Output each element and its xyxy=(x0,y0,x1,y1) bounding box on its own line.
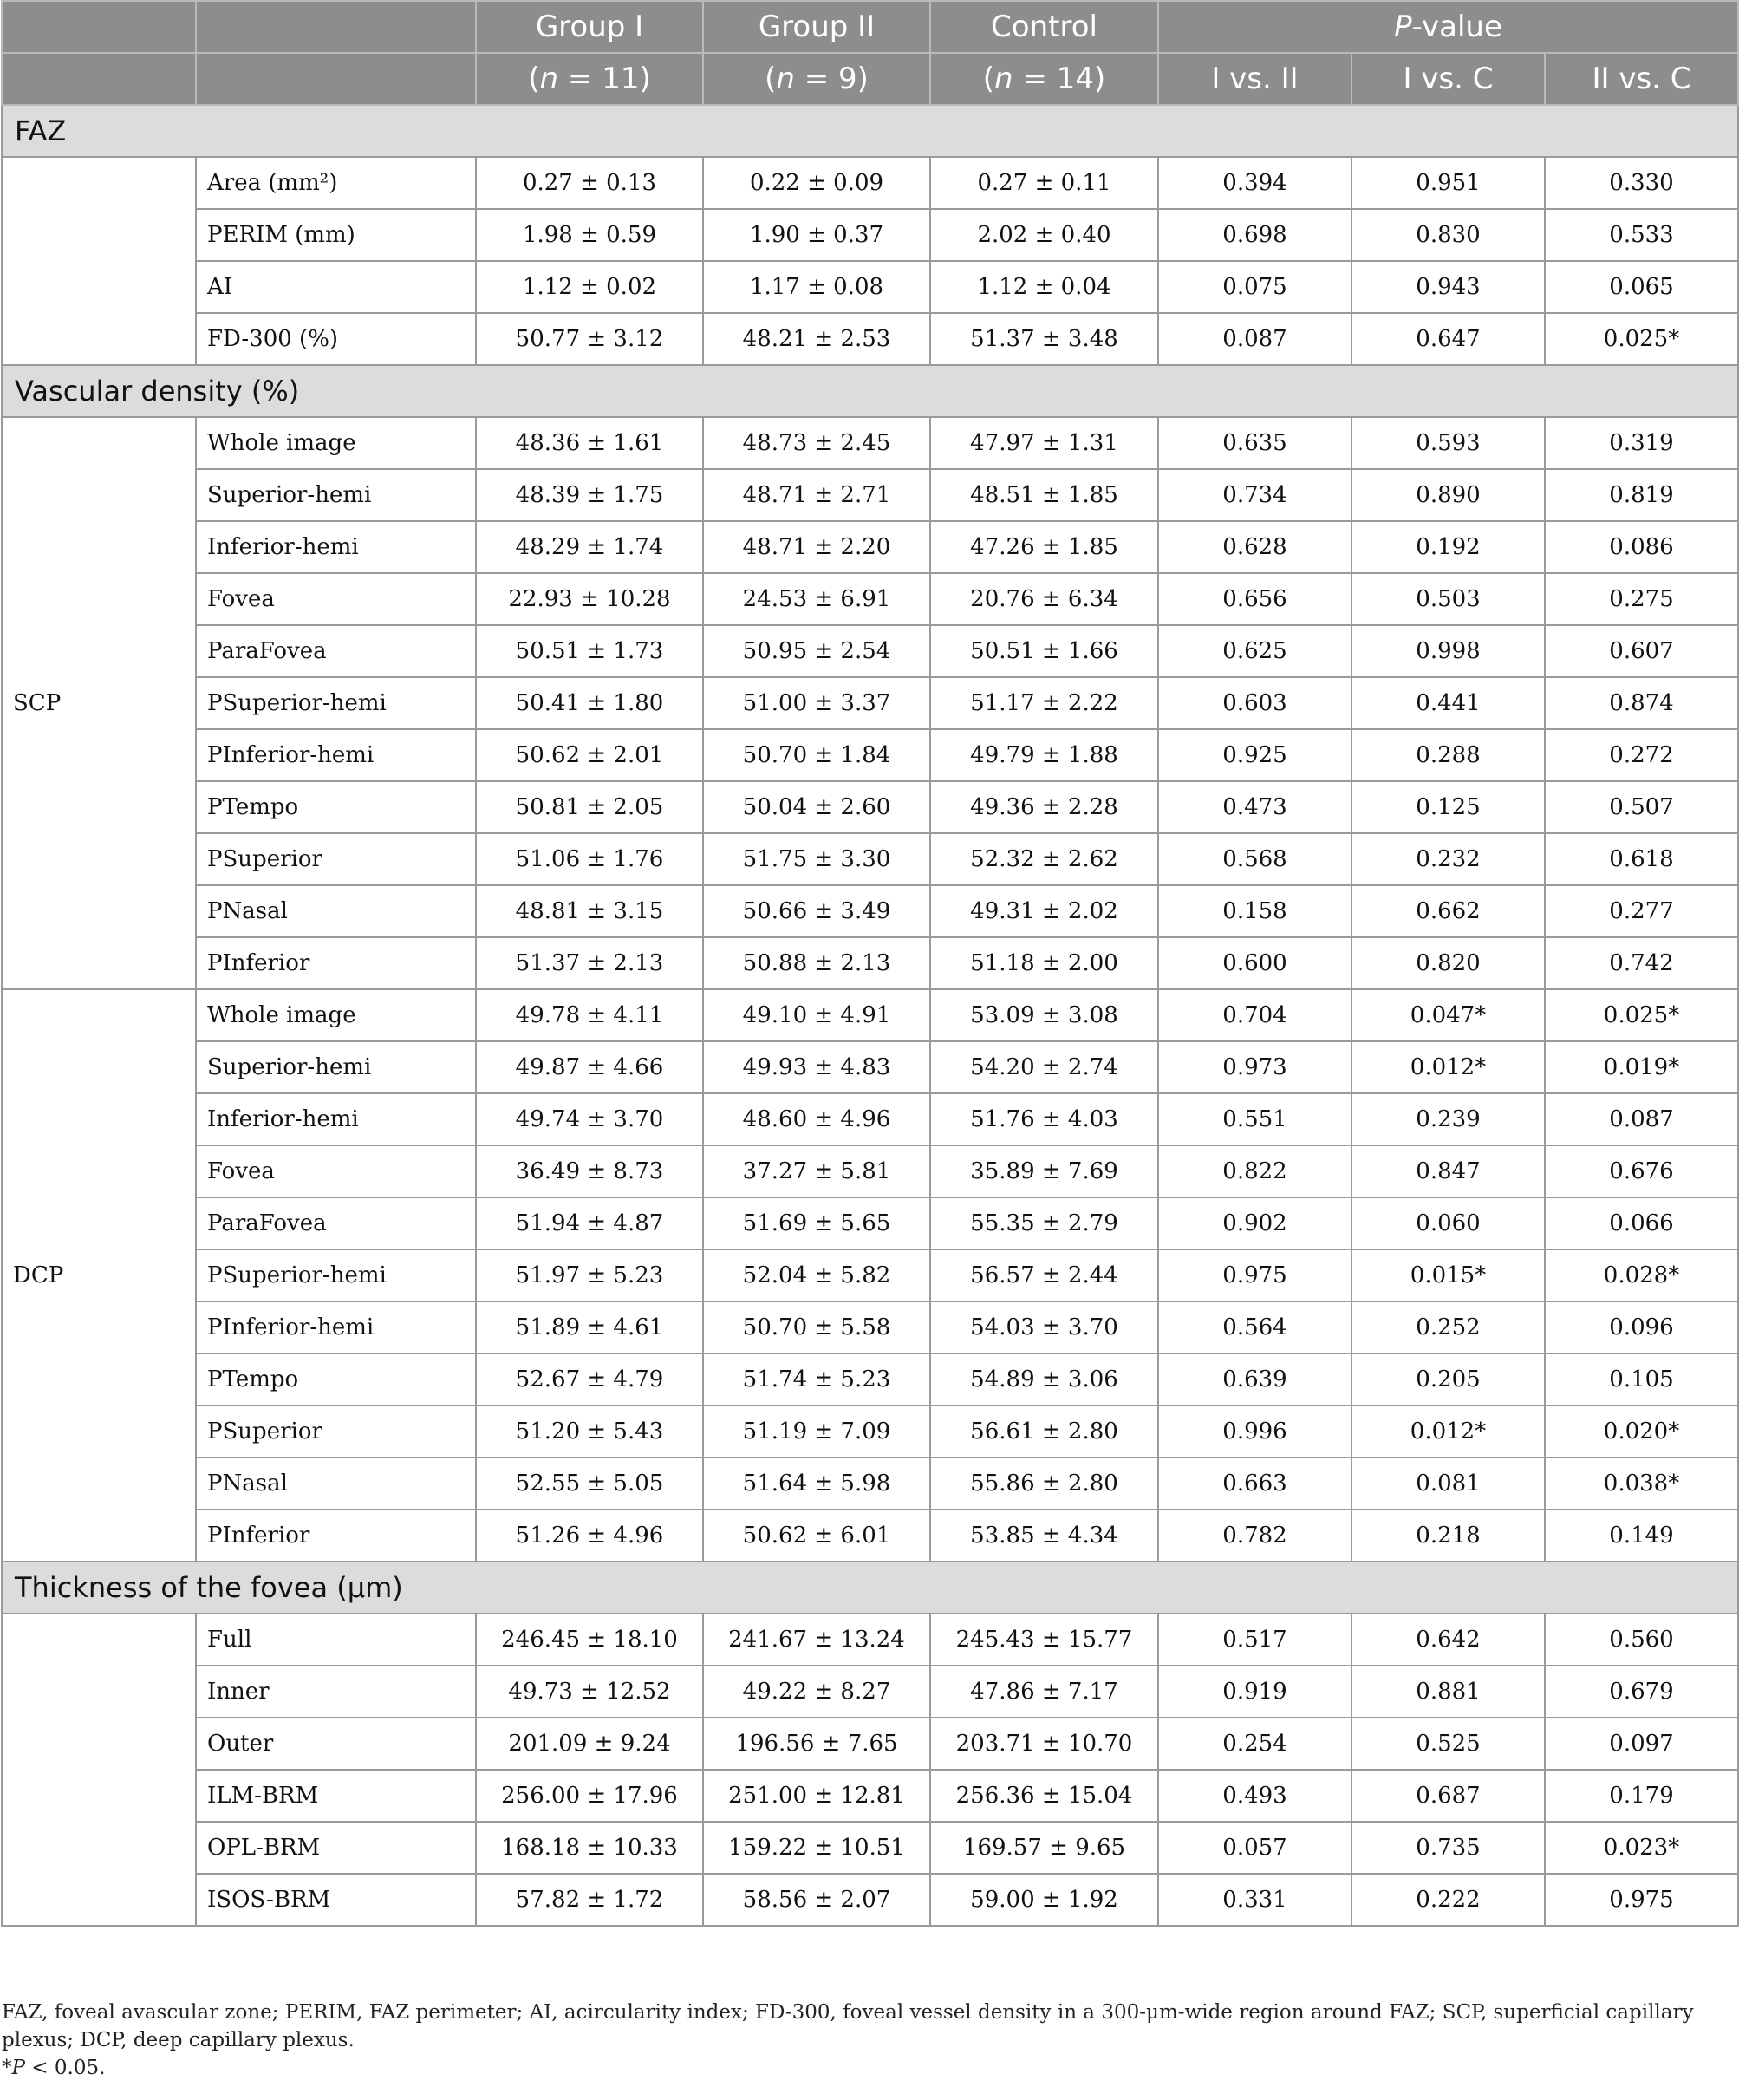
pvalue-i-vs-ii: 0.822 xyxy=(1158,1145,1351,1197)
pvalue-i-vs-ii: 0.394 xyxy=(1158,157,1351,209)
table-row xyxy=(2,989,1738,1041)
row-label: Superior-hemi xyxy=(196,1041,476,1093)
table-row xyxy=(2,1249,1738,1301)
control-value: 47.86 ± 7.17 xyxy=(930,1666,1158,1718)
plexus-group-cell: SCP xyxy=(2,417,196,989)
pvalue-i-vs-ii: 0.996 xyxy=(1158,1405,1351,1458)
row-label: Whole image xyxy=(196,417,476,469)
group2-value: 51.64 ± 5.98 xyxy=(703,1458,930,1510)
group2-value: 24.53 ± 6.91 xyxy=(703,573,930,625)
group1-value: 51.89 ± 4.61 xyxy=(476,1301,703,1353)
group2-value: 241.67 ± 13.24 xyxy=(703,1614,930,1666)
pvalue-i-vs-c: 0.820 xyxy=(1351,937,1545,989)
pvalue-ii-vs-c: 0.607 xyxy=(1545,625,1738,677)
group2-value: 51.75 ± 3.30 xyxy=(703,833,930,885)
header-empty-cell xyxy=(196,53,476,105)
table-row xyxy=(2,1614,1738,1666)
pvalue-i-vs-c: 0.642 xyxy=(1351,1614,1545,1666)
table-row xyxy=(2,1353,1738,1405)
pvalue-i-vs-ii: 0.704 xyxy=(1158,989,1351,1041)
group2-value: 50.04 ± 2.60 xyxy=(703,781,930,833)
control-value: 256.36 ± 15.04 xyxy=(930,1770,1158,1822)
control-value: 48.51 ± 1.85 xyxy=(930,469,1158,521)
control-value: 52.32 ± 2.62 xyxy=(930,833,1158,885)
pvalue-i-vs-c: 0.218 xyxy=(1351,1510,1545,1562)
group2-value: 52.04 ± 5.82 xyxy=(703,1249,930,1301)
header-n-group1 xyxy=(476,53,703,105)
section-title: FAZ xyxy=(2,105,1738,157)
group1-value: 48.81 ± 3.15 xyxy=(476,885,703,937)
table-row xyxy=(2,677,1738,729)
group2-value: 196.56 ± 7.65 xyxy=(703,1718,930,1770)
row-label: PTempo xyxy=(196,781,476,833)
control-value: 169.57 ± 9.65 xyxy=(930,1822,1158,1874)
header-control: Control xyxy=(930,1,1158,53)
row-label: AI xyxy=(196,261,476,313)
group2-value: 48.71 ± 2.71 xyxy=(703,469,930,521)
pvalue-ii-vs-c: 0.742 xyxy=(1545,937,1738,989)
pvalue-ii-vs-c: 0.975 xyxy=(1545,1874,1738,1926)
control-value: 203.71 ± 10.70 xyxy=(930,1718,1158,1770)
control-value: 0.27 ± 0.11 xyxy=(930,157,1158,209)
control-value: 245.43 ± 15.77 xyxy=(930,1614,1158,1666)
group2-value: 159.22 ± 10.51 xyxy=(703,1822,930,1874)
pvalue-i-vs-ii: 0.625 xyxy=(1158,625,1351,677)
pvalue-i-vs-c: 0.192 xyxy=(1351,521,1545,573)
control-value: 2.02 ± 0.40 xyxy=(930,209,1158,261)
pvalue-ii-vs-c: 0.149 xyxy=(1545,1510,1738,1562)
pvalue-i-vs-c: 0.647 xyxy=(1351,313,1545,365)
group1-value: 48.39 ± 1.75 xyxy=(476,469,703,521)
table-row xyxy=(2,729,1738,781)
pvalue-ii-vs-c: 0.097 xyxy=(1545,1718,1738,1770)
footnote-star: * xyxy=(2,2057,12,2079)
table-row xyxy=(2,1458,1738,1510)
group1-value: 48.36 ± 1.61 xyxy=(476,417,703,469)
group1-value: 51.26 ± 4.96 xyxy=(476,1510,703,1562)
table-row xyxy=(2,469,1738,521)
header-n-control xyxy=(930,53,1158,105)
pvalue-i-vs-ii: 0.568 xyxy=(1158,833,1351,885)
pvalue-i-vs-c: 0.998 xyxy=(1351,625,1545,677)
group2-value: 37.27 ± 5.81 xyxy=(703,1145,930,1197)
group1-value: 168.18 ± 10.33 xyxy=(476,1822,703,1874)
row-label: Outer xyxy=(196,1718,476,1770)
row-label: PInferior-hemi xyxy=(196,729,476,781)
pvalue-i-vs-c: 0.222 xyxy=(1351,1874,1545,1926)
pvalue-i-vs-ii: 0.663 xyxy=(1158,1458,1351,1510)
control-value: 55.35 ± 2.79 xyxy=(930,1197,1158,1249)
pvalue-ii-vs-c: 0.086 xyxy=(1545,521,1738,573)
pvalue-i-vs-c: 0.943 xyxy=(1351,261,1545,313)
pvalue-i-vs-c: 0.951 xyxy=(1351,157,1545,209)
footnote-p: P xyxy=(11,2057,25,2079)
plexus-group-cell xyxy=(2,1614,196,1926)
table-row xyxy=(2,1197,1738,1249)
control-value: 50.51 ± 1.66 xyxy=(930,625,1158,677)
row-label: Fovea xyxy=(196,573,476,625)
pvalue-ii-vs-c: 0.618 xyxy=(1545,833,1738,885)
group2-value: 48.71 ± 2.20 xyxy=(703,521,930,573)
pvalue-i-vs-c: 0.593 xyxy=(1351,417,1545,469)
control-value: 55.86 ± 2.80 xyxy=(930,1458,1158,1510)
row-label: PERIM (mm) xyxy=(196,209,476,261)
group1-value: 50.41 ± 1.80 xyxy=(476,677,703,729)
row-label: Fovea xyxy=(196,1145,476,1197)
group1-value: 49.73 ± 12.52 xyxy=(476,1666,703,1718)
row-label: Inferior-hemi xyxy=(196,521,476,573)
table-row xyxy=(2,1405,1738,1458)
pvalue-ii-vs-c: 0.874 xyxy=(1545,677,1738,729)
group2-value: 0.22 ± 0.09 xyxy=(703,157,930,209)
section-row xyxy=(2,365,1738,417)
table-row xyxy=(2,1666,1738,1718)
group1-value: 256.00 ± 17.96 xyxy=(476,1770,703,1822)
group2-value: 50.66 ± 3.49 xyxy=(703,885,930,937)
table-row xyxy=(2,313,1738,365)
pvalue-i-vs-ii: 0.603 xyxy=(1158,677,1351,729)
table-row xyxy=(2,1510,1738,1562)
pvalue-i-vs-c: 0.252 xyxy=(1351,1301,1545,1353)
group1-value: 51.20 ± 5.43 xyxy=(476,1405,703,1458)
table-row xyxy=(2,521,1738,573)
table-row xyxy=(2,1822,1738,1874)
table-row xyxy=(2,885,1738,937)
control-value: 54.03 ± 3.70 xyxy=(930,1301,1158,1353)
table-row xyxy=(2,1041,1738,1093)
header-empty-cell xyxy=(2,53,196,105)
pvalue-i-vs-c: 0.288 xyxy=(1351,729,1545,781)
row-label: ISOS-BRM xyxy=(196,1874,476,1926)
pvalue-i-vs-c: 0.060 xyxy=(1351,1197,1545,1249)
control-value: 54.20 ± 2.74 xyxy=(930,1041,1158,1093)
pvalue-i-vs-ii: 0.656 xyxy=(1158,573,1351,625)
row-label: Inner xyxy=(196,1666,476,1718)
pvalue-ii-vs-c: 0.679 xyxy=(1545,1666,1738,1718)
group1-value: 51.37 ± 2.13 xyxy=(476,937,703,989)
row-label: ILM-BRM xyxy=(196,1770,476,1822)
pvalue-i-vs-ii: 0.473 xyxy=(1158,781,1351,833)
row-label: ParaFovea xyxy=(196,625,476,677)
pvalue-ii-vs-c: 0.025* xyxy=(1545,989,1738,1041)
section-title: Thickness of the fovea (μm) xyxy=(2,1562,1738,1614)
group1-value: 1.12 ± 0.02 xyxy=(476,261,703,313)
header-cmp-i-ii: I vs. II xyxy=(1158,53,1351,105)
table-row xyxy=(2,1718,1738,1770)
header-n-group2 xyxy=(703,53,930,105)
group2-value: 51.74 ± 5.23 xyxy=(703,1353,930,1405)
pvalue-i-vs-c: 0.205 xyxy=(1351,1353,1545,1405)
pvalue-ii-vs-c: 0.025* xyxy=(1545,313,1738,365)
n-label: (n = 11) xyxy=(528,62,651,96)
group2-value: 50.62 ± 6.01 xyxy=(703,1510,930,1562)
row-label: PInferior-hemi xyxy=(196,1301,476,1353)
group1-value: 51.06 ± 1.76 xyxy=(476,833,703,885)
control-value: 49.79 ± 1.88 xyxy=(930,729,1158,781)
table-row xyxy=(2,1770,1738,1822)
group1-value: 201.09 ± 9.24 xyxy=(476,1718,703,1770)
section-row xyxy=(2,105,1738,157)
pvalue-i-vs-c: 0.232 xyxy=(1351,833,1545,885)
pvalue-i-vs-ii: 0.158 xyxy=(1158,885,1351,937)
pvalue-i-vs-c: 0.239 xyxy=(1351,1093,1545,1145)
row-label: ParaFovea xyxy=(196,1197,476,1249)
group2-value: 1.17 ± 0.08 xyxy=(703,261,930,313)
pvalue-i-vs-c: 0.830 xyxy=(1351,209,1545,261)
group2-value: 49.22 ± 8.27 xyxy=(703,1666,930,1718)
control-value: 49.36 ± 2.28 xyxy=(930,781,1158,833)
pvalue-i-vs-ii: 0.564 xyxy=(1158,1301,1351,1353)
results-table xyxy=(1,0,1739,1927)
row-label: PInferior xyxy=(196,937,476,989)
pvalue-i-vs-c: 0.735 xyxy=(1351,1822,1545,1874)
pvalue-i-vs-c: 0.441 xyxy=(1351,677,1545,729)
n-label: (n = 9) xyxy=(765,62,869,96)
pvalue-i-vs-c: 0.525 xyxy=(1351,1718,1545,1770)
group2-value: 49.10 ± 4.91 xyxy=(703,989,930,1041)
pvalue-i-vs-c: 0.890 xyxy=(1351,469,1545,521)
plexus-group-cell: DCP xyxy=(2,989,196,1562)
pvalue-i-vs-c: 0.125 xyxy=(1351,781,1545,833)
footnote-significance xyxy=(2,2054,1736,2082)
pvalue-ii-vs-c: 0.028* xyxy=(1545,1249,1738,1301)
group1-value: 1.98 ± 0.59 xyxy=(476,209,703,261)
control-value: 1.12 ± 0.04 xyxy=(930,261,1158,313)
group1-value: 50.77 ± 3.12 xyxy=(476,313,703,365)
header-row-groups xyxy=(2,1,1738,53)
pvalue-i-vs-c: 0.881 xyxy=(1351,1666,1545,1718)
pvalue-ii-vs-c: 0.676 xyxy=(1545,1145,1738,1197)
group1-value: 50.51 ± 1.73 xyxy=(476,625,703,677)
pvalue-i-vs-ii: 0.075 xyxy=(1158,261,1351,313)
pvalue-ii-vs-c: 0.275 xyxy=(1545,573,1738,625)
footnote-abbreviations: FAZ, foveal avascular zone; PERIM, FAZ perimeter; AI, acircularity index; FD-300, foveal vessel density in a 300-μm-wide region around FAZ; SCP, superficial capillary plexus; DCP, deep capillary plexus. xyxy=(2,2001,1694,2051)
group2-value: 58.56 ± 2.07 xyxy=(703,1874,930,1926)
control-value: 54.89 ± 3.06 xyxy=(930,1353,1158,1405)
group2-value: 48.73 ± 2.45 xyxy=(703,417,930,469)
section-row xyxy=(2,1562,1738,1614)
control-value: 53.09 ± 3.08 xyxy=(930,989,1158,1041)
group2-value: 50.88 ± 2.13 xyxy=(703,937,930,989)
pvalue-ii-vs-c: 0.272 xyxy=(1545,729,1738,781)
pvalue-ii-vs-c: 0.066 xyxy=(1545,1197,1738,1249)
group2-value: 49.93 ± 4.83 xyxy=(703,1041,930,1093)
control-value: 20.76 ± 6.34 xyxy=(930,573,1158,625)
group1-value: 57.82 ± 1.72 xyxy=(476,1874,703,1926)
table-body xyxy=(2,105,1738,1926)
pvalue-i-vs-c: 0.015* xyxy=(1351,1249,1545,1301)
group2-value: 50.95 ± 2.54 xyxy=(703,625,930,677)
control-value: 51.76 ± 4.03 xyxy=(930,1093,1158,1145)
row-label: Whole image xyxy=(196,989,476,1041)
group1-value: 52.55 ± 5.05 xyxy=(476,1458,703,1510)
pvalue-ii-vs-c: 0.105 xyxy=(1545,1353,1738,1405)
header-cmp-ii-c: II vs. C xyxy=(1545,53,1738,105)
row-label: Superior-hemi xyxy=(196,469,476,521)
header-pvalue xyxy=(1158,1,1738,53)
pvalue-ii-vs-c: 0.277 xyxy=(1545,885,1738,937)
group1-value: 246.45 ± 18.10 xyxy=(476,1614,703,1666)
pvalue-i-vs-ii: 0.635 xyxy=(1158,417,1351,469)
row-label: PNasal xyxy=(196,885,476,937)
row-label: PSuperior xyxy=(196,1405,476,1458)
pvalue-ii-vs-c: 0.319 xyxy=(1545,417,1738,469)
group1-value: 49.74 ± 3.70 xyxy=(476,1093,703,1145)
row-label: PInferior xyxy=(196,1510,476,1562)
header-group1: Group I xyxy=(476,1,703,53)
group1-value: 52.67 ± 4.79 xyxy=(476,1353,703,1405)
table-row xyxy=(2,261,1738,313)
section-title: Vascular density (%) xyxy=(2,365,1738,417)
group1-value: 48.29 ± 1.74 xyxy=(476,521,703,573)
table-row xyxy=(2,833,1738,885)
n-label: (n = 14) xyxy=(982,62,1106,96)
row-label: Area (mm²) xyxy=(196,157,476,209)
table-row xyxy=(2,1145,1738,1197)
table-row xyxy=(2,1093,1738,1145)
header-group2: Group II xyxy=(703,1,930,53)
plexus-group-cell xyxy=(2,157,196,365)
pvalue-i-vs-ii: 0.600 xyxy=(1158,937,1351,989)
group1-value: 51.94 ± 4.87 xyxy=(476,1197,703,1249)
group1-value: 0.27 ± 0.13 xyxy=(476,157,703,209)
group2-value: 51.19 ± 7.09 xyxy=(703,1405,930,1458)
control-value: 56.57 ± 2.44 xyxy=(930,1249,1158,1301)
pvalue-i-vs-ii: 0.698 xyxy=(1158,209,1351,261)
group2-value: 50.70 ± 1.84 xyxy=(703,729,930,781)
group2-value: 50.70 ± 5.58 xyxy=(703,1301,930,1353)
pvalue-ii-vs-c: 0.330 xyxy=(1545,157,1738,209)
pvalue-ii-vs-c: 0.065 xyxy=(1545,261,1738,313)
pvalue-i-vs-ii: 0.734 xyxy=(1158,469,1351,521)
header-pvalue-p: P xyxy=(1394,10,1412,44)
row-label: PTempo xyxy=(196,1353,476,1405)
row-label: PSuperior-hemi xyxy=(196,1249,476,1301)
pvalue-i-vs-ii: 0.973 xyxy=(1158,1041,1351,1093)
table-row xyxy=(2,1301,1738,1353)
pvalue-ii-vs-c: 0.533 xyxy=(1545,209,1738,261)
pvalue-i-vs-c: 0.081 xyxy=(1351,1458,1545,1510)
header-empty-cell xyxy=(196,1,476,53)
pvalue-ii-vs-c: 0.023* xyxy=(1545,1822,1738,1874)
group2-value: 51.00 ± 3.37 xyxy=(703,677,930,729)
table-row xyxy=(2,157,1738,209)
group1-value: 49.87 ± 4.66 xyxy=(476,1041,703,1093)
header-empty-cell xyxy=(2,1,196,53)
pvalue-i-vs-c: 0.847 xyxy=(1351,1145,1545,1197)
control-value: 53.85 ± 4.34 xyxy=(930,1510,1158,1562)
group2-value: 48.60 ± 4.96 xyxy=(703,1093,930,1145)
pvalue-i-vs-ii: 0.902 xyxy=(1158,1197,1351,1249)
pvalue-i-vs-ii: 0.782 xyxy=(1158,1510,1351,1562)
control-value: 47.26 ± 1.85 xyxy=(930,521,1158,573)
pvalue-i-vs-c: 0.012* xyxy=(1351,1041,1545,1093)
row-label: PNasal xyxy=(196,1458,476,1510)
group1-value: 51.97 ± 5.23 xyxy=(476,1249,703,1301)
group1-value: 36.49 ± 8.73 xyxy=(476,1145,703,1197)
pvalue-ii-vs-c: 0.038* xyxy=(1545,1458,1738,1510)
pvalue-i-vs-c: 0.503 xyxy=(1351,573,1545,625)
pvalue-ii-vs-c: 0.179 xyxy=(1545,1770,1738,1822)
table-row xyxy=(2,625,1738,677)
group2-value: 48.21 ± 2.53 xyxy=(703,313,930,365)
table-row xyxy=(2,937,1738,989)
pvalue-ii-vs-c: 0.560 xyxy=(1545,1614,1738,1666)
control-value: 56.61 ± 2.80 xyxy=(930,1405,1158,1458)
group2-value: 1.90 ± 0.37 xyxy=(703,209,930,261)
table-row xyxy=(2,781,1738,833)
pvalue-ii-vs-c: 0.096 xyxy=(1545,1301,1738,1353)
row-label: FD-300 (%) xyxy=(196,313,476,365)
pvalue-i-vs-ii: 0.628 xyxy=(1158,521,1351,573)
pvalue-ii-vs-c: 0.819 xyxy=(1545,469,1738,521)
group1-value: 50.81 ± 2.05 xyxy=(476,781,703,833)
row-label: PSuperior-hemi xyxy=(196,677,476,729)
table-footnotes xyxy=(2,1999,1736,2082)
pvalue-i-vs-c: 0.012* xyxy=(1351,1405,1545,1458)
group1-value: 50.62 ± 2.01 xyxy=(476,729,703,781)
control-value: 35.89 ± 7.69 xyxy=(930,1145,1158,1197)
pvalue-i-vs-ii: 0.493 xyxy=(1158,1770,1351,1822)
row-label: Inferior-hemi xyxy=(196,1093,476,1145)
pvalue-i-vs-ii: 0.517 xyxy=(1158,1614,1351,1666)
header-row-counts xyxy=(2,53,1738,105)
row-label: PSuperior xyxy=(196,833,476,885)
pvalue-i-vs-c: 0.687 xyxy=(1351,1770,1545,1822)
pvalue-i-vs-ii: 0.925 xyxy=(1158,729,1351,781)
pvalue-i-vs-c: 0.047* xyxy=(1351,989,1545,1041)
group2-value: 251.00 ± 12.81 xyxy=(703,1770,930,1822)
table-row xyxy=(2,1874,1738,1926)
pvalue-i-vs-ii: 0.919 xyxy=(1158,1666,1351,1718)
header-cmp-i-c: I vs. C xyxy=(1351,53,1545,105)
group1-value: 22.93 ± 10.28 xyxy=(476,573,703,625)
pvalue-i-vs-ii: 0.254 xyxy=(1158,1718,1351,1770)
pvalue-i-vs-ii: 0.975 xyxy=(1158,1249,1351,1301)
pvalue-ii-vs-c: 0.019* xyxy=(1545,1041,1738,1093)
row-label: Full xyxy=(196,1614,476,1666)
pvalue-ii-vs-c: 0.507 xyxy=(1545,781,1738,833)
pvalue-ii-vs-c: 0.087 xyxy=(1545,1093,1738,1145)
table-row xyxy=(2,209,1738,261)
pvalue-i-vs-ii: 0.057 xyxy=(1158,1822,1351,1874)
pvalue-i-vs-ii: 0.551 xyxy=(1158,1093,1351,1145)
footnote-threshold: < 0.05. xyxy=(24,2057,106,2079)
pvalue-i-vs-ii: 0.087 xyxy=(1158,313,1351,365)
header-pvalue-suffix: -value xyxy=(1411,10,1502,44)
control-value: 51.17 ± 2.22 xyxy=(930,677,1158,729)
pvalue-i-vs-ii: 0.639 xyxy=(1158,1353,1351,1405)
pvalue-ii-vs-c: 0.020* xyxy=(1545,1405,1738,1458)
control-value: 51.18 ± 2.00 xyxy=(930,937,1158,989)
control-value: 59.00 ± 1.92 xyxy=(930,1874,1158,1926)
table-row xyxy=(2,573,1738,625)
control-value: 49.31 ± 2.02 xyxy=(930,885,1158,937)
group1-value: 49.78 ± 4.11 xyxy=(476,989,703,1041)
pvalue-i-vs-c: 0.662 xyxy=(1351,885,1545,937)
control-value: 47.97 ± 1.31 xyxy=(930,417,1158,469)
table-row xyxy=(2,417,1738,469)
pvalue-i-vs-ii: 0.331 xyxy=(1158,1874,1351,1926)
row-label: OPL-BRM xyxy=(196,1822,476,1874)
control-value: 51.37 ± 3.48 xyxy=(930,313,1158,365)
group2-value: 51.69 ± 5.65 xyxy=(703,1197,930,1249)
